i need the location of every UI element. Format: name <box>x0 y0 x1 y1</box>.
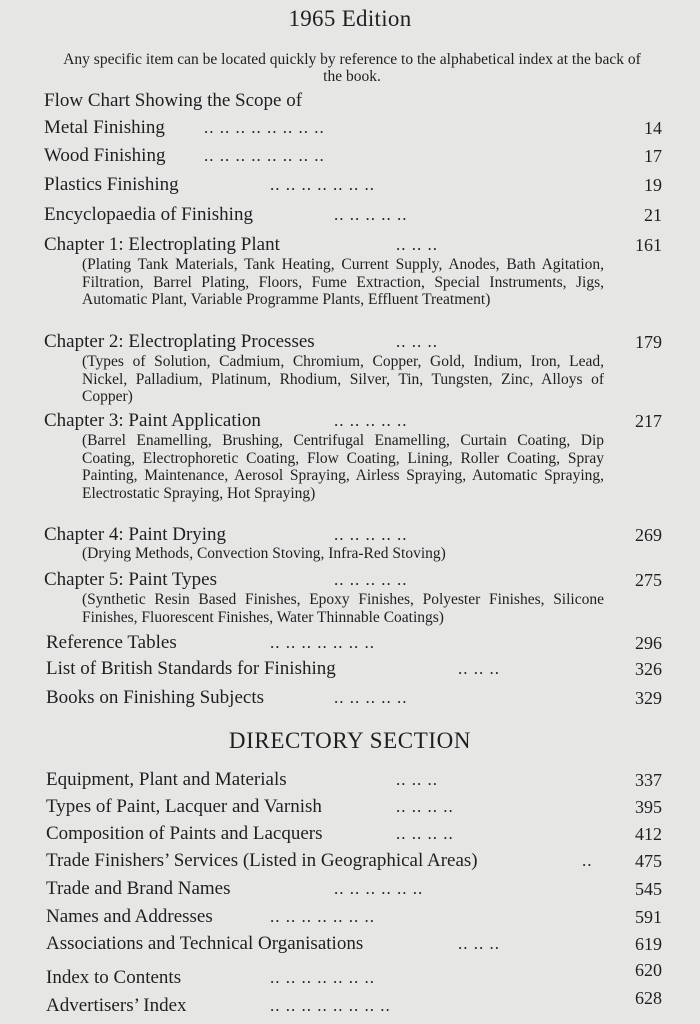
toc-label: Trade Finishers’ Services (Listed in Geographical Areas) <box>46 850 478 871</box>
toc-page-number: 591 <box>635 907 662 927</box>
dir-entry-advertisers <box>46 988 662 1019</box>
leader-dots: .. .. .. <box>458 934 500 953</box>
toc-entry-chapter-2 <box>44 329 662 355</box>
toc-page-number: 337 <box>635 770 662 790</box>
toc-label: Metal Finishing <box>44 117 165 138</box>
toc-page-number: 179 <box>635 332 662 352</box>
leader-dots: .. .. .. .. .. .. .. <box>270 907 375 926</box>
toc-entry-books <box>46 685 662 711</box>
dir-entry-equipment <box>46 767 662 793</box>
toc-page-number: 19 <box>644 175 662 195</box>
toc-page-number: 21 <box>644 205 662 225</box>
toc-page-number: 17 <box>644 146 662 166</box>
toc-label: Chapter 4: Paint Drying <box>44 524 227 545</box>
toc-label: Trade and Brand Names <box>46 878 231 899</box>
toc-label: Names and Addresses <box>46 906 213 927</box>
leader-dots: .. .. .. .. .. .. .. .. <box>204 146 325 165</box>
dir-entry-index <box>46 960 662 991</box>
toc-subtopics-chapter-1: (Plating Tank Materials, Tank Heating, Current Supply, Anodes, Bath Agitation, Filtration, Barrel Plating, Floors, Fume Extraction, Special Instruments, Jigs, Automatic Plant, Variable Programme Plants, Effluent Treatment) <box>82 256 604 309</box>
toc-page-number: 628 <box>635 988 662 1008</box>
leader-dots: .. .. .. .. .. <box>334 525 408 544</box>
leader-dots: .. .. .. .. .. <box>334 411 408 430</box>
leader-dots: .. .. .. .. .. .. .. <box>270 633 375 652</box>
directory-section-heading: DIRECTORY SECTION <box>228 728 472 753</box>
toc-page-number: 296 <box>635 633 662 653</box>
toc-entry-chapter-5 <box>44 567 662 593</box>
leader-dots: .. .. .. .. <box>396 797 454 816</box>
leader-dots: .. .. .. .. .. .. .. .. <box>270 996 391 1015</box>
toc-page-number: 395 <box>635 797 662 817</box>
toc-label: Types of Paint, Lacquer and Varnish <box>46 796 322 817</box>
toc-subtopics-chapter-5: (Synthetic Resin Based Finishes, Epoxy Finishes, Polyester Finishes, Silicone Finishes, Fluorescent Finishes, Water Thinnable Coatings) <box>82 591 604 626</box>
dir-entry-associations <box>46 931 662 957</box>
toc-label: Chapter 5: Paint Types <box>44 569 217 590</box>
toc-entry-british-standards <box>46 656 662 682</box>
dir-entry-brand-names <box>46 876 662 902</box>
toc-label: Index to Contents <box>46 967 182 988</box>
leader-dots: .. .. .. <box>396 770 438 789</box>
toc-page-number: 619 <box>635 934 662 954</box>
toc-entry-reference-tables <box>46 630 662 656</box>
leader-dots: .. .. .. .. .. .. .. .. <box>204 118 325 137</box>
leader-dots: .. .. .. <box>396 332 438 351</box>
dir-entry-trade-finishers <box>46 848 662 874</box>
toc-entry-metal <box>44 115 662 141</box>
toc-label: Advertisers’ Index <box>46 995 187 1016</box>
toc-label: Chapter 2: Electroplating Processes <box>44 331 315 352</box>
toc-entry-wood <box>44 143 662 169</box>
toc-label: Chapter 3: Paint Application <box>44 410 261 431</box>
toc-label: Composition of Paints and Lacquers <box>46 823 323 844</box>
toc-page-number: 620 <box>635 960 662 980</box>
leader-dots: .. .. .. .. .. .. .. <box>270 175 375 194</box>
toc-label: Plastics Finishing <box>44 174 179 195</box>
page-title: 1965 Edition <box>288 6 412 31</box>
toc-page-number: 161 <box>635 235 662 255</box>
toc-page-number: 545 <box>635 879 662 899</box>
toc-label: Reference Tables <box>46 632 177 653</box>
leader-dots: .. .. .. .. .. .. <box>334 879 424 898</box>
dir-entry-paint-types <box>46 794 662 820</box>
dir-entry-names-addresses <box>46 904 662 930</box>
toc-label: Wood Finishing <box>44 145 166 166</box>
leader-dots: .. .. .. .. .. .. .. <box>270 968 375 987</box>
toc-label: Books on Finishing Subjects <box>46 687 264 708</box>
toc-entry-plastics <box>44 172 662 198</box>
leader-dots: .. .. .. .. .. <box>334 688 408 707</box>
toc-page-number: 275 <box>635 570 662 590</box>
toc-label: Associations and Technical Organisations <box>46 933 364 954</box>
toc-entry-chapter-1 <box>44 232 662 258</box>
leader-dots: .. .. .. <box>396 235 438 254</box>
toc-label: Encyclopaedia of Finishing <box>44 204 253 225</box>
toc-page-number: 412 <box>635 824 662 844</box>
toc-label: Chapter 1: Electroplating Plant <box>44 234 280 255</box>
toc-label: List of British Standards for Finishing <box>46 658 336 679</box>
toc-subtopics-chapter-4: (Drying Methods, Convection Stoving, Infra-Red Stoving) <box>82 545 446 562</box>
leader-dots: .. .. .. .. <box>396 824 454 843</box>
toc-page-number: 269 <box>635 525 662 545</box>
leader-dots: .. .. .. .. .. <box>334 205 408 224</box>
toc-page-number: 14 <box>644 118 662 138</box>
leader-dots: .. .. .. <box>458 659 500 678</box>
toc-subtopics-chapter-2: (Types of Solution, Cadmium, Chromium, Copper, Gold, Indium, Iron, Lead, Nickel, Palladium, Platinum, Rhodium, Silver, Tin, Tungsten, Zinc, Alloys of Copper) <box>82 353 604 406</box>
toc-entry-encyclopaedia <box>44 202 662 228</box>
toc-page-number: 217 <box>635 411 662 431</box>
toc-page-number: 475 <box>635 851 662 871</box>
dir-entry-composition <box>46 821 662 847</box>
toc-flow-chart-line <box>44 88 662 114</box>
intro-text: Any specific item can be located quickly by reference to the alphabetical index at the back of the book. <box>63 51 641 85</box>
toc-label: Flow Chart Showing the Scope of <box>44 90 303 111</box>
toc-subtopics-chapter-3: (Barrel Enamelling, Brushing, Centrifugal Enamelling, Curtain Coating, Dip Coating, Electrophoretic Coating, Flow Coating, Lining, Roller Coating, Spray Painting, Maintenance, Aerosol Spraying, Airless Spraying, Automatic Spraying, Electrostatic Spraying, Hot Spraying) <box>82 432 604 502</box>
toc-label: Equipment, Plant and Materials <box>46 769 287 790</box>
leader-dots: .. .. .. .. .. <box>334 570 408 589</box>
toc-entry-chapter-3 <box>44 408 662 434</box>
leader-dots: .. <box>582 851 593 870</box>
toc-page-number: 326 <box>635 659 662 679</box>
toc-page-number: 329 <box>635 688 662 708</box>
